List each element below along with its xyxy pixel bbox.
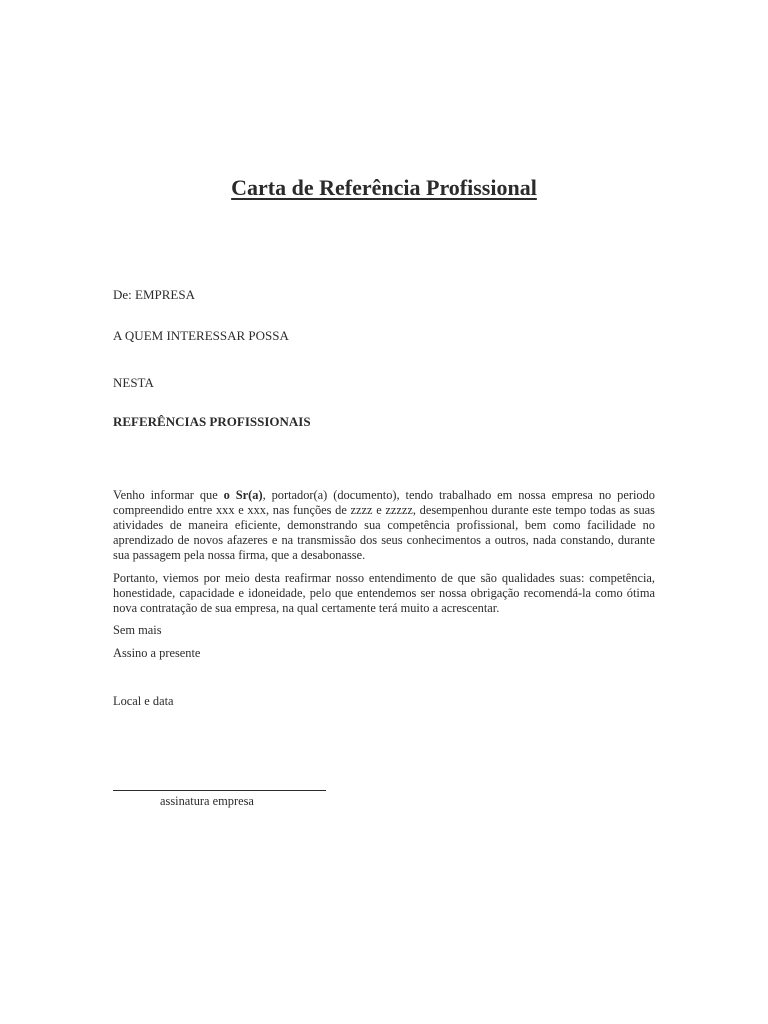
recipient-line: A QUEM INTERESSAR POSSA <box>113 328 289 343</box>
closing-line-1: Sem mais <box>113 623 162 637</box>
paragraph-1-name: o Sr(a) <box>223 488 263 502</box>
signature-label: assinatura empresa <box>160 794 254 808</box>
location-line: NESTA <box>113 375 154 390</box>
subject-heading: REFERÊNCIAS PROFISSIONAIS <box>113 414 311 429</box>
closing-line-2: Assino a presente <box>113 646 201 660</box>
body-paragraph-1 <box>113 488 655 563</box>
signature-line <box>113 790 326 791</box>
sender-line: De: EMPRESA <box>113 287 195 302</box>
place-date-line: Local e data <box>113 694 174 708</box>
page-title: Carta de Referência Profissional <box>231 175 537 200</box>
paragraph-1-rest: , portador(a) (documento), tendo trabalhado em nossa empresa no periodo compreendido entre xxx e xxx, nas funções de zzzz e zzzzz, desempenhou durante este tempo todas as suas atividades de maneira eficiente, demonstrando sua competência profissional, bem como facilidade no aprendizado de novos afazeres e na transmissão dos seus conhecimentos a outros, nada constando, durante sua passagem pela nossa firma, que a desabonasse. <box>113 488 655 562</box>
body-paragraph-2: Portanto, viemos por meio desta reafirmar nosso entendimento de que são qualidades suas: competência, honestidade, capacidade e idoneidade, pelo que entendemos ser nossa obrigação recomendá-la como ótima nova contratação de sua empresa, na qual certamente terá muito a acrescentar. <box>113 571 655 615</box>
paragraph-1-prefix: Venho informar que <box>113 488 224 502</box>
